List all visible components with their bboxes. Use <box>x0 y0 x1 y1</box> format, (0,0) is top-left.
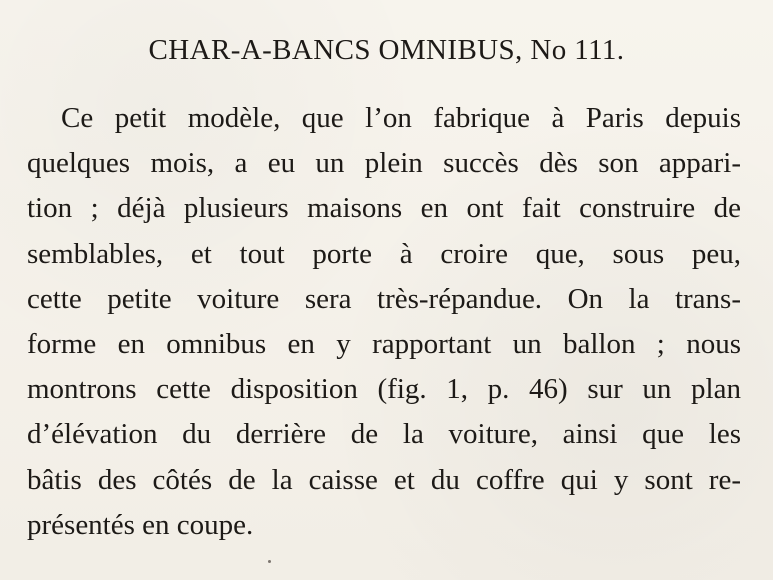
page-title: CHAR-A-BANCS OMNIBUS, No 111. <box>148 34 625 66</box>
paragraph-line: Ce petit modèle, que l’on fabrique à Paris depuis <box>61 102 741 134</box>
paragraph-line: semblables, et tout porte à croire que, sous peu, <box>27 237 741 270</box>
paragraph-line: forme en omnibus en y rapportant un ballon ; nous <box>27 328 741 361</box>
paper-speck <box>268 560 271 563</box>
paragraph-line: quelques mois, a eu un plein succès dès son appari- <box>27 147 741 180</box>
paragraph-line: cette petite voiture sera très-répandue. On la trans- <box>27 282 741 315</box>
paragraph-line: d’élévation du derrière de la voiture, ainsi que les <box>27 418 741 451</box>
paragraph-line: montrons cette disposition (fig. 1, p. 46) sur un plan <box>27 373 741 406</box>
paragraph-line: bâtis des côtés de la caisse et du coffre qui y sont re- <box>27 463 741 496</box>
body-paragraph <box>27 96 741 548</box>
paragraph-line: tion ; déjà plusieurs maisons en ont fait construire de <box>27 192 741 225</box>
paragraph-line: présentés en coupe. <box>27 508 254 541</box>
